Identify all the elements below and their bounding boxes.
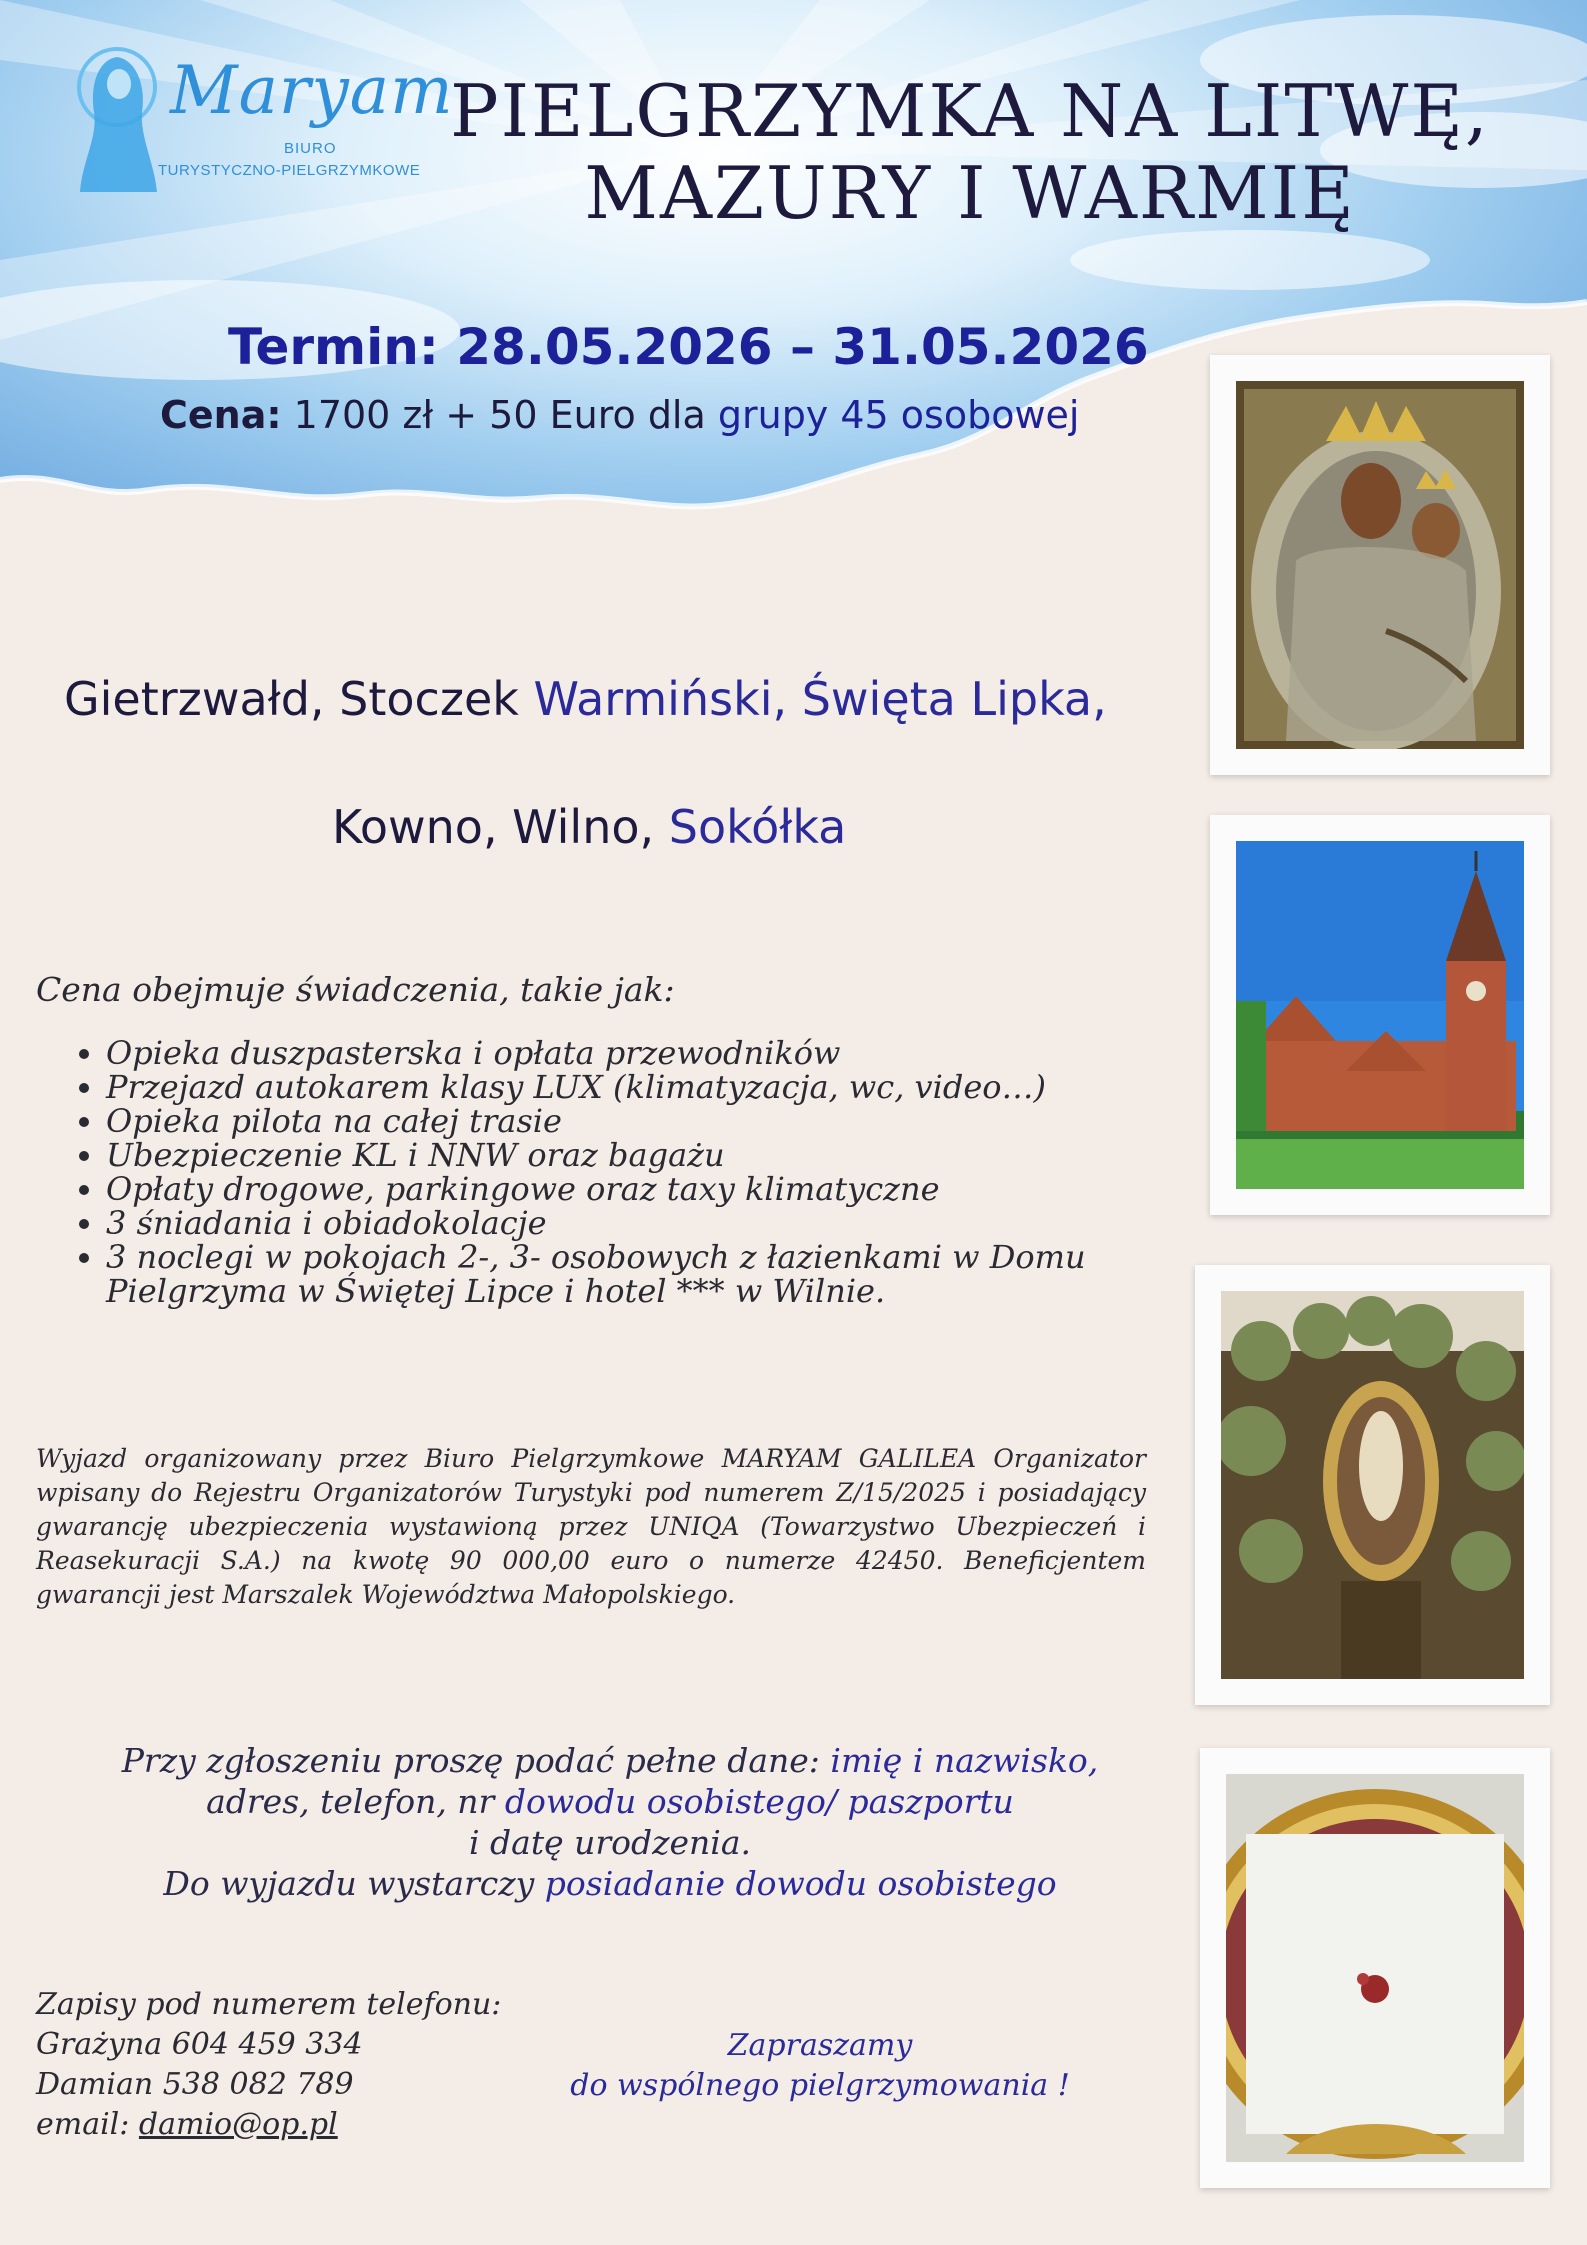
reg-line-4 [60, 1863, 1160, 1904]
logo-subtitle-2: TURYSTYCZNO-PIELGRZYMKOWE [158, 162, 421, 179]
invite-line-1: Zapraszamy [727, 2028, 913, 2063]
trip-price [160, 393, 1080, 437]
reg-line-3: i datę urodzenia. [468, 1823, 752, 1862]
invitation [520, 2026, 1120, 2106]
stamp-photo-church [1210, 815, 1550, 1215]
reg-1a: Przy zgłoszeniu proszę podać pełne dane: [121, 1741, 831, 1780]
madonna-painting-image [1236, 381, 1524, 749]
title-line-2: MAZURY I WARMIĘ [584, 151, 1356, 235]
includes-list [70, 1036, 1206, 1308]
reg-1b: imię i nazwisko, [830, 1741, 1099, 1780]
list-item: • 3 śniadania i obiadokolacje [106, 1206, 1206, 1240]
madonna-logo-icon [62, 42, 172, 202]
email-link[interactable]: damio@op.pl [138, 2107, 338, 2142]
reg-line-1 [60, 1740, 1160, 1781]
stamp-photo-sanctuary [1195, 1265, 1550, 1705]
list-item: • Ubezpieczenie KL i NNW oraz bagażu [106, 1138, 1206, 1172]
contact-email-row [36, 2105, 501, 2145]
page-title [400, 70, 1540, 234]
price-amount: 1700 zł + 50 Euro dla [281, 393, 718, 437]
places-1b: Warmiński, Święta Lipka, [533, 672, 1107, 726]
list-item: • Opieka duszpasterska i opłata przewodników [106, 1036, 1206, 1070]
reg-line-2 [60, 1781, 1160, 1822]
sanctuary-tree-image [1221, 1291, 1524, 1679]
reg-4b: posiadanie dowodu osobistego [544, 1864, 1057, 1903]
price-group: grupy 45 osobowej [717, 393, 1080, 437]
stamp-photo-icon-madonna [1210, 355, 1550, 775]
places-line-2 [332, 800, 846, 854]
list-item: • Opłaty drogowe, parkingowe oraz taxy klimatyczne [106, 1172, 1206, 1206]
places-1a: Gietrzwałd, Stoczek [64, 672, 534, 726]
places-2b: Sokółka [668, 800, 847, 854]
stamp-photo-relic [1200, 1748, 1550, 2188]
price-label: Cena: [160, 393, 282, 437]
list-item: • Przejazd autokarem klasy LUX (klimatyzacja, wc, video…) [106, 1070, 1206, 1104]
church-image [1236, 841, 1524, 1189]
trip-dates: Termin: 28.05.2026 – 31.05.2026 [228, 318, 1149, 376]
includes-intro: Cena obejmuje świadczenia, takie jak: [36, 970, 675, 1009]
logo-brand: Maryam [170, 52, 454, 129]
organizer-info: Wyjazd organizowany przez Biuro Pielgrzymkowe MARYAM GALILEA Organizator wpisany do Rejestru Organizatorów Turystyki pod numerem Z/15/2025 i posiadający gwarancję ubezpieczenia wystawioną przez UNIQA (Towarzystwo Ubezpieczeń i Reasekuracji S.A.) na kwotę 90 000,00 euro o numerze 42450. Beneficjentem gwarancji jest Marszalek Województwa Małopolskiego. [36, 1444, 1146, 1609]
invite-line-2: do wspólnego pielgrzymowania ! [570, 2068, 1070, 2103]
title-line-1: PIELGRZYMKA NA LITWĘ, [450, 69, 1490, 153]
contact-heading: Zapisy pod numerem telefonu: [36, 1987, 502, 2022]
contact-person-2: Damian 538 082 789 [36, 2067, 354, 2102]
email-label: email: [36, 2107, 139, 2142]
list-item: • 3 noclegi w pokojach 2-, 3- osobowych z łazienkami w Domu Pielgrzyma w Świętej Lipce i hotel *** w Wilnie. [106, 1240, 1206, 1308]
contact-info [36, 1985, 501, 2145]
contact-person-1: Grażyna 604 459 334 [36, 2027, 363, 2062]
relic-image [1226, 1774, 1524, 2162]
list-item: • Opieka pilota na całej trasie [106, 1104, 1206, 1138]
reg-2a: adres, telefon, nr [206, 1782, 505, 1821]
logo-subtitle-1: BIURO [284, 140, 337, 157]
reg-2b: dowodu osobistego/ paszportu [504, 1782, 1014, 1821]
places-line-1 [64, 672, 1107, 726]
places-2a: Kowno, Wilno, [332, 800, 669, 854]
reg-4a: Do wyjazdu wystarczy [163, 1864, 545, 1903]
registration-info [60, 1740, 1160, 1904]
